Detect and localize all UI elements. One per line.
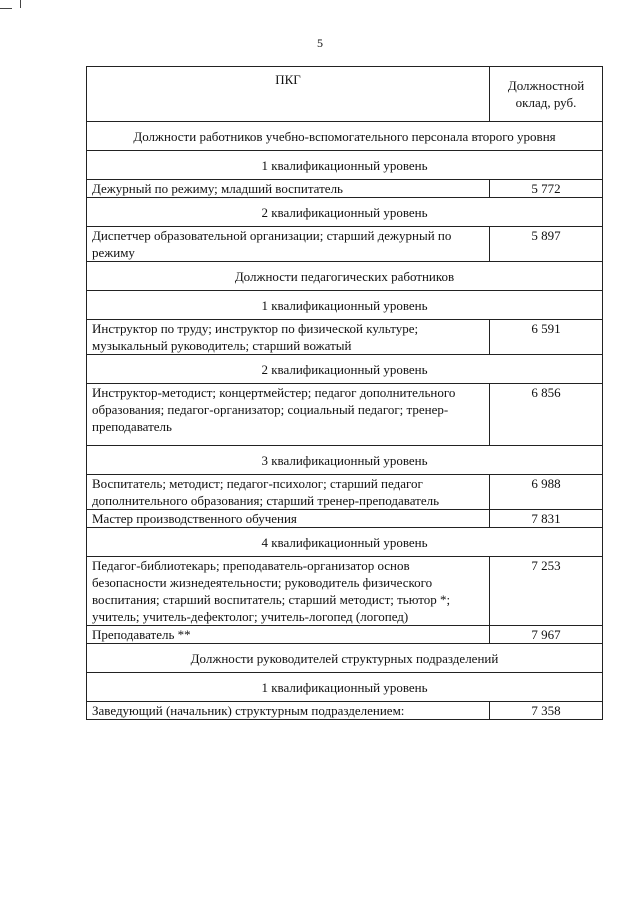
position-name: Дежурный по режиму; младший воспитатель (87, 180, 490, 198)
level-row (87, 198, 603, 227)
qualification-level: 1 квалификационный уровень (87, 291, 603, 320)
position-salary: 5 772 (490, 180, 603, 198)
position-salary: 7 967 (490, 626, 603, 644)
table-row (87, 384, 603, 446)
section-row (87, 122, 603, 151)
qualification-level: 4 квалификационный уровень (87, 528, 603, 557)
salary-table (86, 66, 603, 720)
table-body (87, 122, 603, 720)
position-name: Преподаватель ** (87, 626, 490, 644)
section-title: Должности руководителей структурных подразделений (87, 644, 603, 673)
table-row (87, 557, 603, 626)
section-row (87, 644, 603, 673)
header-pkg: ПКГ (87, 67, 490, 122)
scan-corner-mark (0, 0, 40, 10)
table-row (87, 320, 603, 355)
level-row (87, 446, 603, 475)
position-name: Воспитатель; методист; педагог-психолог; старший педагог дополнительного образования; старший тренер-преподаватель (87, 475, 490, 510)
position-name: Диспетчер образовательной организации; старший дежурный по режиму (87, 227, 490, 262)
table-header-row (87, 67, 603, 122)
position-name: Инструктор-методист; концертмейстер; педагог дополнительного образования; педагог-организатор; социальный педагог; тренер-преподаватель (87, 384, 490, 446)
position-salary: 7 358 (490, 702, 603, 720)
position-name: Инструктор по труду; инструктор по физической культуре; музыкальный руководитель; старший вожатый (87, 320, 490, 355)
level-row (87, 291, 603, 320)
qualification-level: 2 квалификационный уровень (87, 198, 603, 227)
level-row (87, 528, 603, 557)
header-salary: Должностной оклад, руб. (490, 67, 603, 122)
table-row (87, 180, 603, 198)
position-salary: 6 856 (490, 384, 603, 446)
position-name: Педагог-библиотекарь; преподаватель-организатор основ безопасности жизнедеятельности; руководитель физического воспитания; старший воспитатель; старший методист; тьютор *; учитель; учитель-дефектолог; учитель-логопед (логопед) (87, 557, 490, 626)
level-row (87, 355, 603, 384)
section-title: Должности работников учебно-вспомогательного персонала второго уровня (87, 122, 603, 151)
position-salary: 6 988 (490, 475, 603, 510)
level-row (87, 151, 603, 180)
table-row (87, 227, 603, 262)
table-row (87, 626, 603, 644)
page-number: 5 (317, 36, 323, 50)
position-salary: 7 831 (490, 510, 603, 528)
position-salary: 7 253 (490, 557, 603, 626)
position-salary: 5 897 (490, 227, 603, 262)
table-row (87, 475, 603, 510)
level-row (87, 673, 603, 702)
position-name: Мастер производственного обучения (87, 510, 490, 528)
qualification-level: 2 квалификационный уровень (87, 355, 603, 384)
table-row (87, 702, 603, 720)
qualification-level: 3 квалификационный уровень (87, 446, 603, 475)
section-row (87, 262, 603, 291)
position-name: Заведующий (начальник) структурным подразделением: (87, 702, 490, 720)
table-row (87, 510, 603, 528)
qualification-level: 1 квалификационный уровень (87, 151, 603, 180)
qualification-level: 1 квалификационный уровень (87, 673, 603, 702)
section-title: Должности педагогических работников (87, 262, 603, 291)
position-salary: 6 591 (490, 320, 603, 355)
